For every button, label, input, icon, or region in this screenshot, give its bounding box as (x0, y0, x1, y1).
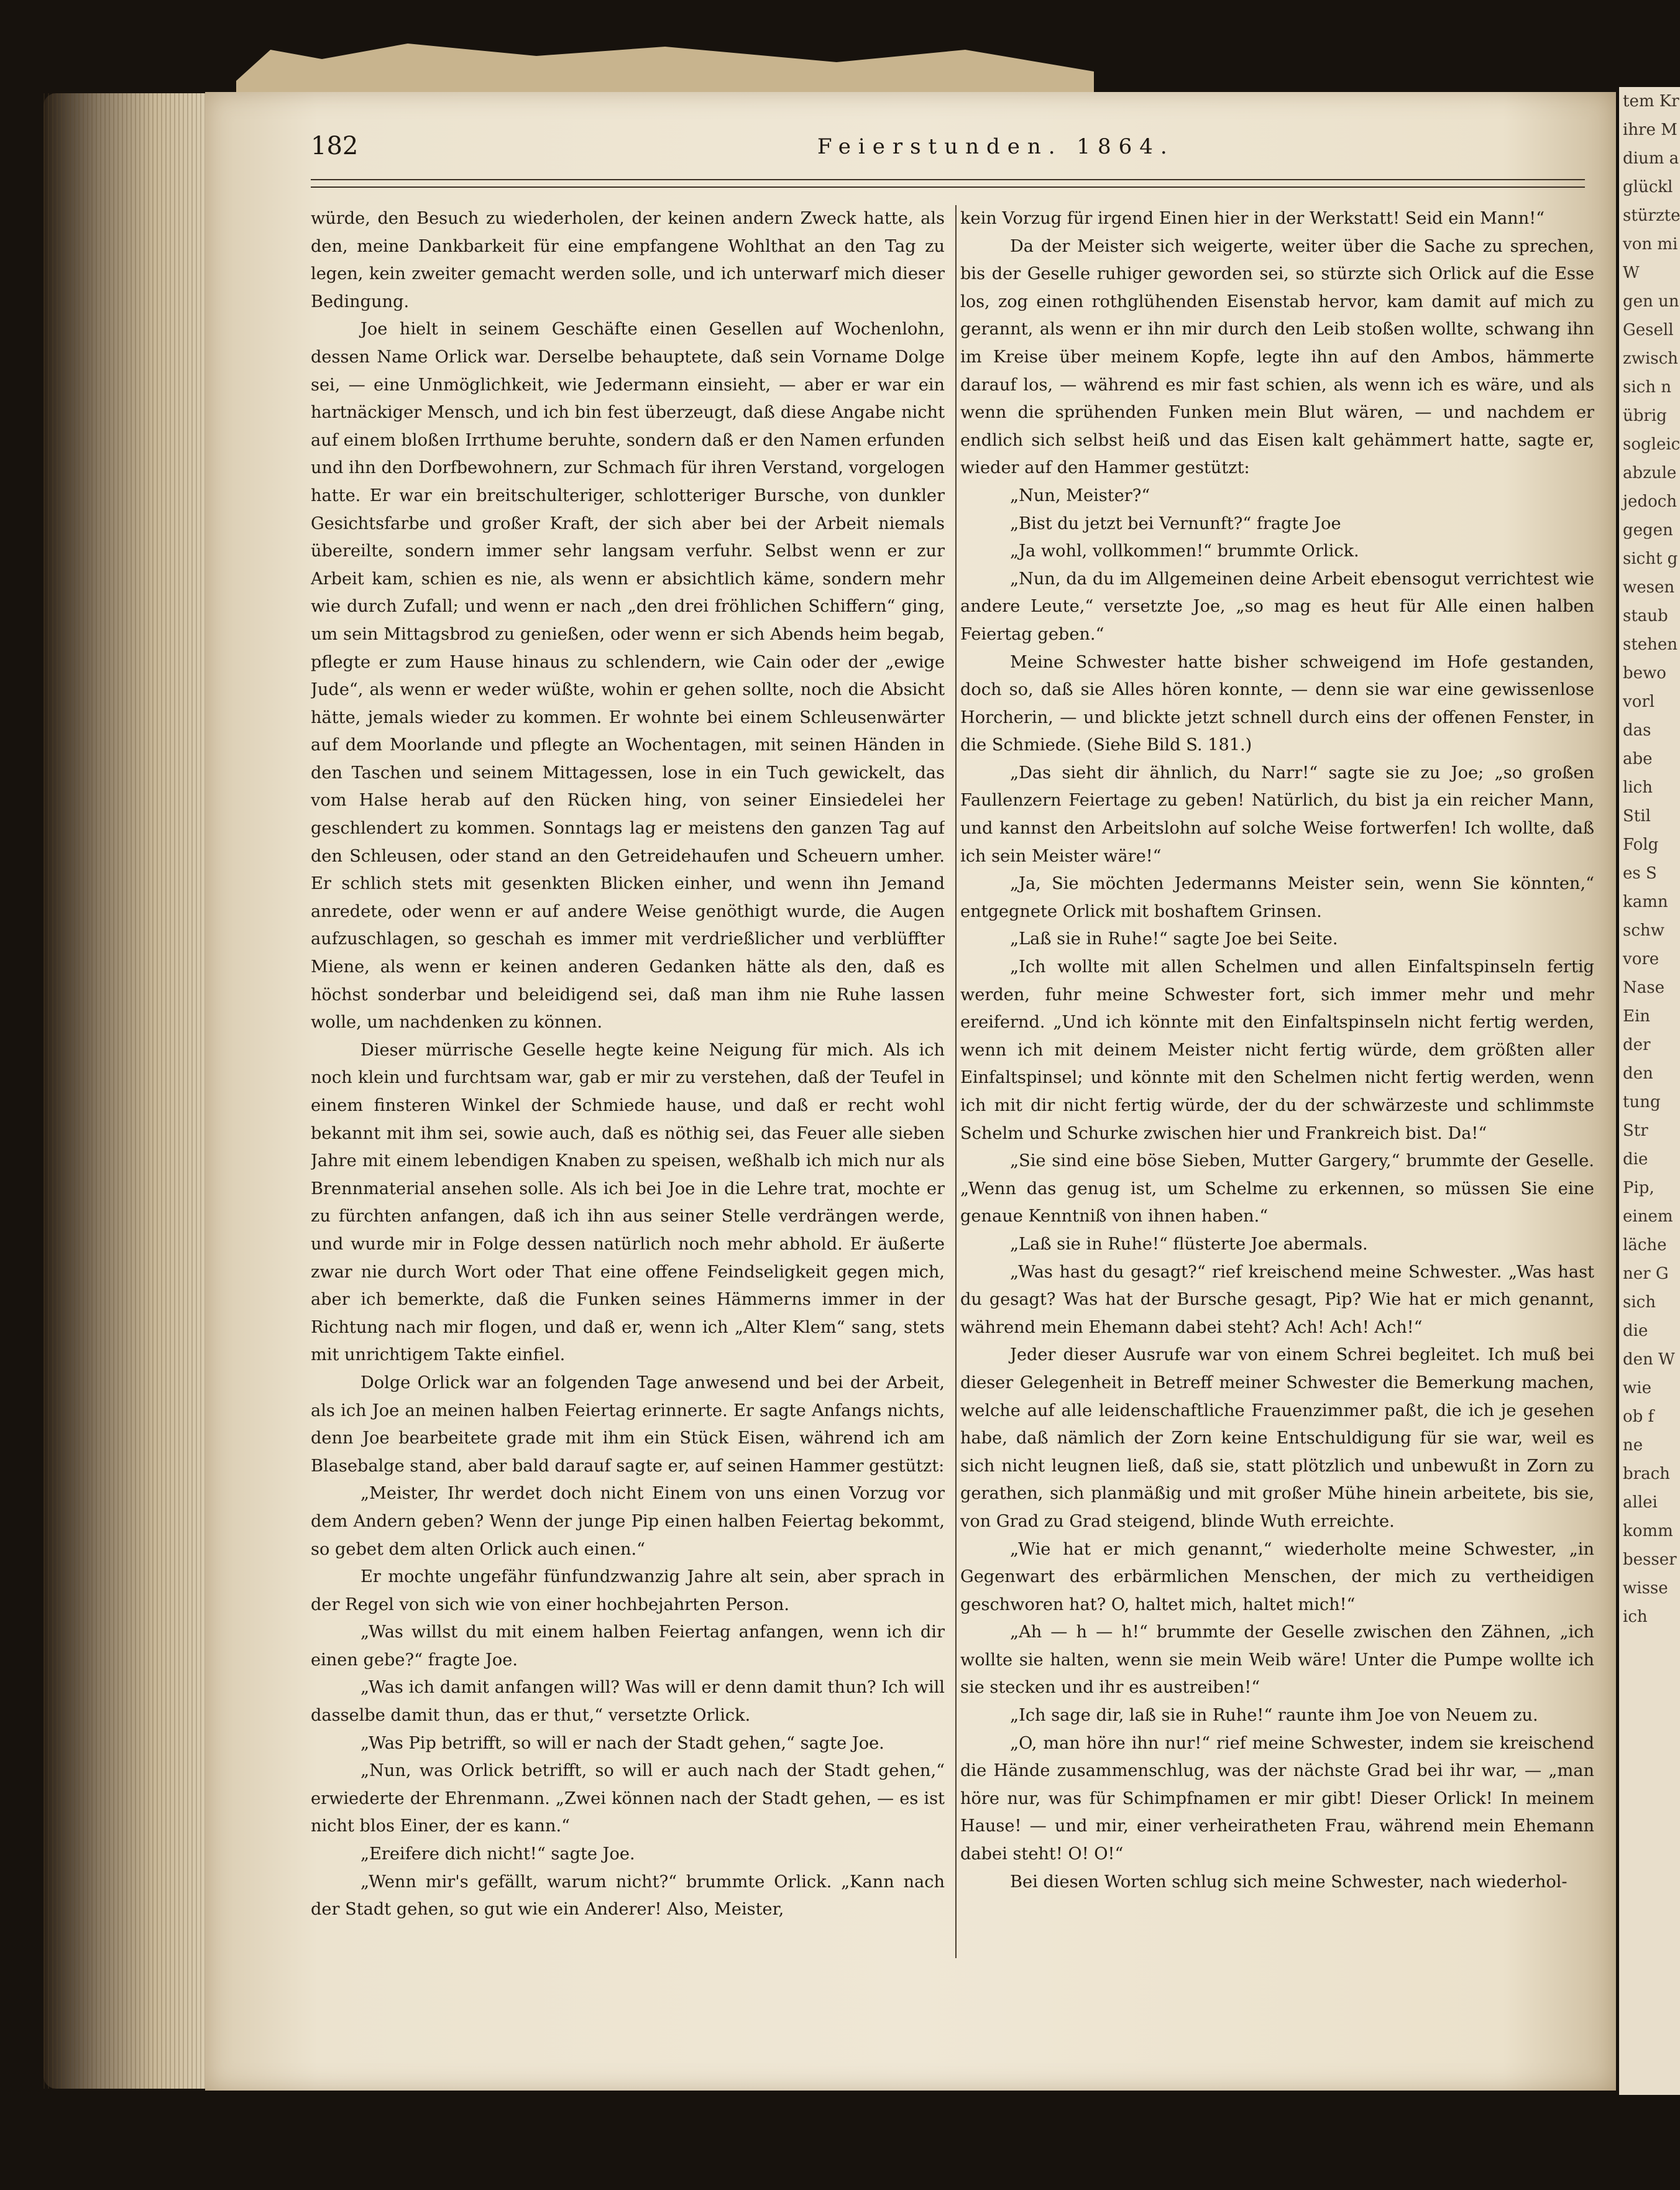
neighbor-fragment: der (1623, 1036, 1651, 1054)
paragraph: „Nun, Meister?“ (1010, 485, 1150, 505)
torn-page-scrap (236, 37, 1094, 99)
paragraph: Jeder dieser Ausrufe war von einem Schrei begleitet. Ich muß bei dieser Gelegenheit in Betreff meiner Schwester die Bemerkung machen, welche auf alle leidenschaftliche Frauenzimmer paßt, die ich je gesehen habe, daß nämlich der Zorn keine Entschuldigung für sie war, weil es sich nicht leugnen ließ, daß sie, statt plötzlich und unbewußt in Zorn zu gerathen, sich planmäßig und mit großer Mühe hinein arbeitete, bis sie, von Grad zu Grad steigend, blinde Wuth erreichte. (960, 1345, 1594, 1531)
neighbor-fragment: ner G (1623, 1264, 1669, 1283)
paragraph: würde, den Besuch zu wiederholen, der keinen andern Zweck hatte, als den, meine Dankbarkeit für eine empfangene Wohlthat an den Tag zu legen, kein zweiter gemacht werden solle, und ich unterwarf mich dieser Bedingung. (311, 209, 945, 311)
paragraph: „Wie hat er mich genannt,“ wiederholte meine Schwester, „in Gegenwart des erbärmlichen Menschen, der mich zu vertheidigen geschworen hat? O, haltet mich, haltet mich!“ (960, 1539, 1594, 1614)
paragraph: Dolge Orlick war an folgenden Tage anwesend und bei der Arbeit, als ich Joe an meinen halben Feiertag erinnerte. Er sagte Anfangs nichts, denn Joe bearbeitete grade mit ihm ein Stück Eisen, während ich am Blasebalge stand, aber bald darauf sagte er, auf seinen Hammer gestützt: (311, 1373, 945, 1476)
paragraph: „Das sieht dir ähnlich, du Narr!“ sagte sie zu Joe; „so großen Faullenzern Feiertage zu geben! Natürlich, du bist ja ein reicher Mann, und kannst den Arbeitslohn auf solche Weise fortwerfen! Ich wollte, daß ich sein Meister wäre!“ (960, 763, 1594, 866)
neighbor-fragment: gegen (1623, 521, 1673, 540)
paragraph: „Ich sage dir, laß sie in Ruhe!“ raunte ihm Joe von Neuem zu. (1010, 1706, 1538, 1726)
column-divider (955, 205, 957, 1958)
paragraph: Dieser mürrische Geselle hegte keine Neigung für mich. Als ich noch klein und furchtsam war, gab er mir zu verstehen, daß der Teufel in einem finsteren Winkel der Schmiede hause, und daß er recht wohl bekannt mit ihm sei, sowie auch, daß es nöthig sei, das Feuer alle sieben Jahre mit einem lebendigen Knaben zu speisen, weßhalb ich mich nur als Brennmaterial ansehen solle. Als ich bei Joe in die Lehre trat, mochte er zu fürchten anfangen, daß ich ihn aus seiner Stelle verdrängen werde, und wurde mir in Folge dessen natürlich noch mehr abhold. Er äußerte zwar nie durch Wort oder That eine offene Feindseligkeit gegen mich, aber ich bemerkte, daß die Funken seines Hämmerns immer in der Richtung nach mir flogen, und daß er, wenn ich „Alter Klem“ sang, stets mit unrichtigem Takte einfiel. (311, 1040, 945, 1365)
neighbor-fragment: sogleic (1623, 435, 1680, 454)
page-number: 182 (311, 132, 359, 160)
neighbor-fragment: bewo (1623, 664, 1666, 683)
paragraph: „Ja wohl, vollkommen!“ brummte Orlick. (1010, 541, 1359, 561)
neighbor-fragment: kamn (1623, 893, 1668, 911)
neighbor-fragment: es S (1623, 864, 1657, 883)
paragraph: Meine Schwester hatte bisher schweigend im Hofe gestanden, doch so, daß sie Alles hören konnte, — denn sie war eine gewissenlose Horcherin, — und blickte jetzt schnell durch eins der offenen Fenster, in die Schmiede. (Siehe Bild S. 181.) (960, 652, 1594, 755)
page-header (311, 132, 1597, 175)
neighbor-fragment: Pip, (1623, 1179, 1655, 1197)
paragraph: Er mochte ungefähr fünfundzwanzig Jahre alt sein, aber sprach in der Regel von sich wie von einer hochbejahrten Person. (311, 1567, 945, 1614)
right-column (960, 205, 1594, 1971)
paragraph: „Sie sind eine böse Sieben, Mutter Gargery,“ brummte der Geselle. „Wenn das genug ist, um Schelme zu erkennen, so müssen Sie eine genaue Kenntniß von ihnen haben.“ (960, 1151, 1594, 1226)
neighbor-fragment: das (1623, 721, 1651, 740)
neighbor-fragment: wisse (1623, 1579, 1668, 1598)
neighbor-fragment: lich (1623, 778, 1653, 797)
neighbor-fragment: wesen (1623, 578, 1675, 597)
neighbor-fragment: Nase (1623, 978, 1664, 997)
neighbor-fragment: abzule (1623, 464, 1677, 482)
neighbor-fragment: abe (1623, 750, 1653, 768)
neighbor-fragment: sich (1623, 1293, 1656, 1312)
neighbor-fragment: stehen (1623, 635, 1678, 654)
paragraph: „Ja, Sie möchten Jedermanns Meister sein, wenn Sie könnten,“ entgegnete Orlick mit boshaftem Grinsen. (960, 874, 1594, 921)
paragraph: „Laß sie in Ruhe!“ flüsterte Joe abermals. (1010, 1234, 1368, 1254)
neighbor-fragment: zwisch (1623, 349, 1678, 368)
running-head: Feierstunden. 1864. (817, 134, 1175, 159)
neighbor-fragment: von mi (1623, 235, 1678, 254)
neighbor-fragment: die (1623, 1150, 1648, 1169)
paragraph: „Bist du jetzt bei Vernunft?“ fragte Joe (1010, 513, 1341, 533)
neighbor-fragment: tem Kr (1623, 92, 1679, 111)
paragraph: „Nun, was Orlick betrifft, so will er auch nach der Stadt gehen,“ erwiederte der Ehrenmann. „Zwei können nach der Stadt gehen, — es ist nicht blos Einer, der es kann.“ (311, 1761, 945, 1836)
neighbor-fragment: sich n (1623, 378, 1671, 397)
paragraph: „Was willst du mit einem halben Feiertag anfangen, wenn ich dir einen gebe?“ fragte Joe. (311, 1622, 945, 1670)
paragraph: Bei diesen Worten schlug sich meine Schwester, nach wiederhol- (1010, 1872, 1568, 1892)
neighbor-fragment: schw (1623, 921, 1664, 940)
neighbor-fragment: vorl (1623, 692, 1655, 711)
paragraph: „Meister, Ihr werdet doch nicht Einem von uns einen Vorzug vor dem Andern geben? Wenn der junge Pip einen halben Feiertag bekommt, so gebet dem alten Orlick auch einen.“ (311, 1484, 945, 1559)
neighbor-fragment: glückl (1623, 178, 1673, 196)
neighbor-fragment: läche (1623, 1236, 1667, 1254)
book-page-edges (44, 93, 230, 2089)
neighbor-fragment: brach (1623, 1465, 1670, 1483)
neighbor-fragment: Gesell (1623, 321, 1674, 339)
neighbor-fragment: vore (1623, 950, 1659, 968)
header-rule (311, 179, 1585, 188)
paragraph: „Ereifere dich nicht!“ sagte Joe. (360, 1844, 635, 1864)
neighbor-fragment: den (1623, 1064, 1653, 1083)
neighbor-fragment: Folg (1623, 835, 1659, 854)
neighbor-fragment: dium a (1623, 149, 1679, 168)
neighbor-fragment: ne (1623, 1436, 1643, 1455)
neighbor-fragment: wie (1623, 1379, 1651, 1397)
neighbor-fragment: die (1623, 1322, 1648, 1340)
paragraph: „O, man höre ihn nur!“ rief meine Schwester, indem sie kreischend die Hände zusammenschlug, was der nächste Grad bei ihr war, — „man höre nur, was für Schimpfnamen er mir gibt! Dieser Orlick! In meinem Hause! — und mir, einer verheiratheten Frau, während mein Ehemann dabei steht! O! O!“ (960, 1733, 1594, 1864)
paragraph: „Nun, da du im Allgemeinen deine Arbeit ebensogut verrichtest wie andere Leute,“ versetzte Joe, „so mag es heut für Alle einen halben Feiertag geben.“ (960, 569, 1594, 644)
neighbor-fragment: gen un (1623, 292, 1679, 311)
neighbor-fragment: ob f (1623, 1407, 1655, 1426)
neighbor-fragment: den W (1623, 1350, 1675, 1369)
neighbor-fragment: jedoch (1623, 492, 1678, 511)
paragraph: „Was hast du gesagt?“ rief kreischend meine Schwester. „Was hast du gesagt? Was hat der Bursche gesagt, Pip? Wie hat er mich genannt, während mein Ehemann dabei steht? Ach! Ach! Ach!“ (960, 1262, 1594, 1337)
paragraph: „Ich wollte mit allen Schelmen und allen Einfaltspinseln fertig werden, fuhr meine Schwester fort, sich immer mehr und mehr ereifernd. „Und ich könnte mit den Einfaltspinseln nicht fertig werden, wenn ich mit deinem Meister nicht fertig würde, dem größten aller Einfaltspinsel; und könnte mit den Schelmen nicht fertig werden, wenn ich mit dir nicht fertig würde, der du der schwärzeste und schlimmste Schelm und Schurke zwischen hier und Frankreich bist. Da!“ (960, 957, 1594, 1143)
neighbor-fragment: ich (1623, 1608, 1648, 1626)
paragraph: Joe hielt in seinem Geschäfte einen Gesellen auf Wochenlohn, dessen Name Orlick war. Derselbe behauptete, daß sein Vorname Dolge sei, — eine Unmöglichkeit, wie Jedermann einsieht, — aber er war ein hartnäckiger Mensch, und ich bin fest überzeugt, daß diese Angabe nicht auf einem bloßen Irrthume beruhte, sondern daß er den Namen erfunden und ihn den Dorfbewohnern, zur Schmach für ihren Verstand, vorgelogen hatte. Er war ein breitschulteriger, schlotteriger Bursche, von dunkler Gesichtsfarbe und großer Kraft, der sich aber bei der Arbeit niemals übereilte, sondern immer sehr langsam verfuhr. Selbst wenn er zur Arbeit kam, schien es nie, als wenn er absichtlich käme, sondern mehr wie durch Zufall; und wenn er nach „den drei fröhlichen Schiffern“ ging, um sein Mittagsbrod zu genießen, oder wenn er sich Abends heim begab, pflegte er zum Hause hinaus zu schlendern, wie Cain oder der „ewige Jude“, als wenn er weder wüßte, wohin er gehen sollte, noch die Absicht hätte, jemals wieder zu kommen. Er wohnte bei einem Schleusenwärter auf dem Moorlande und pflegte an Wochentagen, mit seinen Händen in den Taschen und seinem Mittagessen, lose in ein Tuch gewickelt, das vom Halse herab auf den Rücken hing, von seiner Einsiedelei her geschlendert zu kommen. Sonntags lag er meistens den ganzen Tag auf den Schleusen, oder stand an den Getreidehaufen und Scheuern umher. Er schlich stets mit gesenkten Blicken einher, und wenn ihn Jemand anredete, oder wenn er auf andere Weise genöthigt wurde, die Augen aufzuschlagen, so geschah es immer mit verdrießlicher und verblüffter Miene, als wenn er keinen anderen Gedanken hätte als den, daß es höchst sonderbar und beleidigend sei, daß man ihm nie Ruhe lassen wolle, um nachdenken zu können. (311, 320, 945, 1033)
left-column (311, 205, 945, 1971)
neighbor-fragment: Ein (1623, 1007, 1651, 1026)
neighbor-fragment: staub (1623, 607, 1668, 625)
neighbor-fragment: tung (1623, 1093, 1661, 1111)
neighbor-fragment: Stil (1623, 807, 1651, 826)
paragraph: „Was Pip betrifft, so will er nach der Stadt gehen,“ sagte Joe. (360, 1733, 884, 1753)
neighbor-fragment: komm (1623, 1522, 1673, 1540)
paragraph: „Was ich damit anfangen will? Was will er denn damit thun? Ich will dasselbe damit thun, das er thut,“ versetzte Orlick. (311, 1678, 945, 1726)
neighbor-page-edge (1619, 87, 1680, 2095)
neighbor-fragment: allei (1623, 1493, 1658, 1512)
neighbor-fragment: einem (1623, 1207, 1673, 1226)
paragraph: Da der Meister sich weigerte, weiter über die Sache zu sprechen, bis der Geselle ruhiger geworden sei, so stürzte sich Orlick auf die Esse los, zog einen rothglühenden Eisenstab hervor, kam damit auf mich zu gerannt, als wenn er ihn mir durch den Leib stoßen wollte, schwang ihn im Kreise über meinem Kopfe, legte ihn auf den Ambos, hämmerte darauf los, — während es mir fast schien, als wenn ich es wäre, und als wenn die sprühenden Funken mein Blut wären, — und nachdem er endlich sich selbst heiß und das Eisen kalt gehämmert hatte, sagte er, wieder auf den Hammer gestützt: (960, 236, 1594, 478)
neighbor-fragment: W (1623, 264, 1640, 282)
paragraph: „Ah — h — h!“ brummte der Geselle zwischen den Zähnen, „ich wollte sie halten, wenn sie mein Weib wäre! Unter die Pumpe wollte ich sie stecken und ihr es austreiben!“ (960, 1622, 1594, 1698)
neighbor-fragment: übrig (1623, 407, 1667, 425)
neighbor-fragment: ihre M (1623, 121, 1678, 139)
neighbor-fragment: Str (1623, 1121, 1648, 1140)
neighbor-fragment: besser (1623, 1550, 1677, 1569)
paragraph: „Laß sie in Ruhe!“ sagte Joe bei Seite. (1010, 929, 1338, 949)
neighbor-fragment: sicht g (1623, 550, 1678, 568)
neighbor-fragment: stürzte (1623, 206, 1680, 225)
paragraph: kein Vorzug für irgend Einen hier in der Werkstatt! Seid ein Mann!“ (960, 209, 1545, 228)
paragraph: „Wenn mir's gefällt, warum nicht?“ brummte Orlick. „Kann nach der Stadt gehen, so gut wie ein Anderer! Also, Meister, (311, 1872, 945, 1920)
